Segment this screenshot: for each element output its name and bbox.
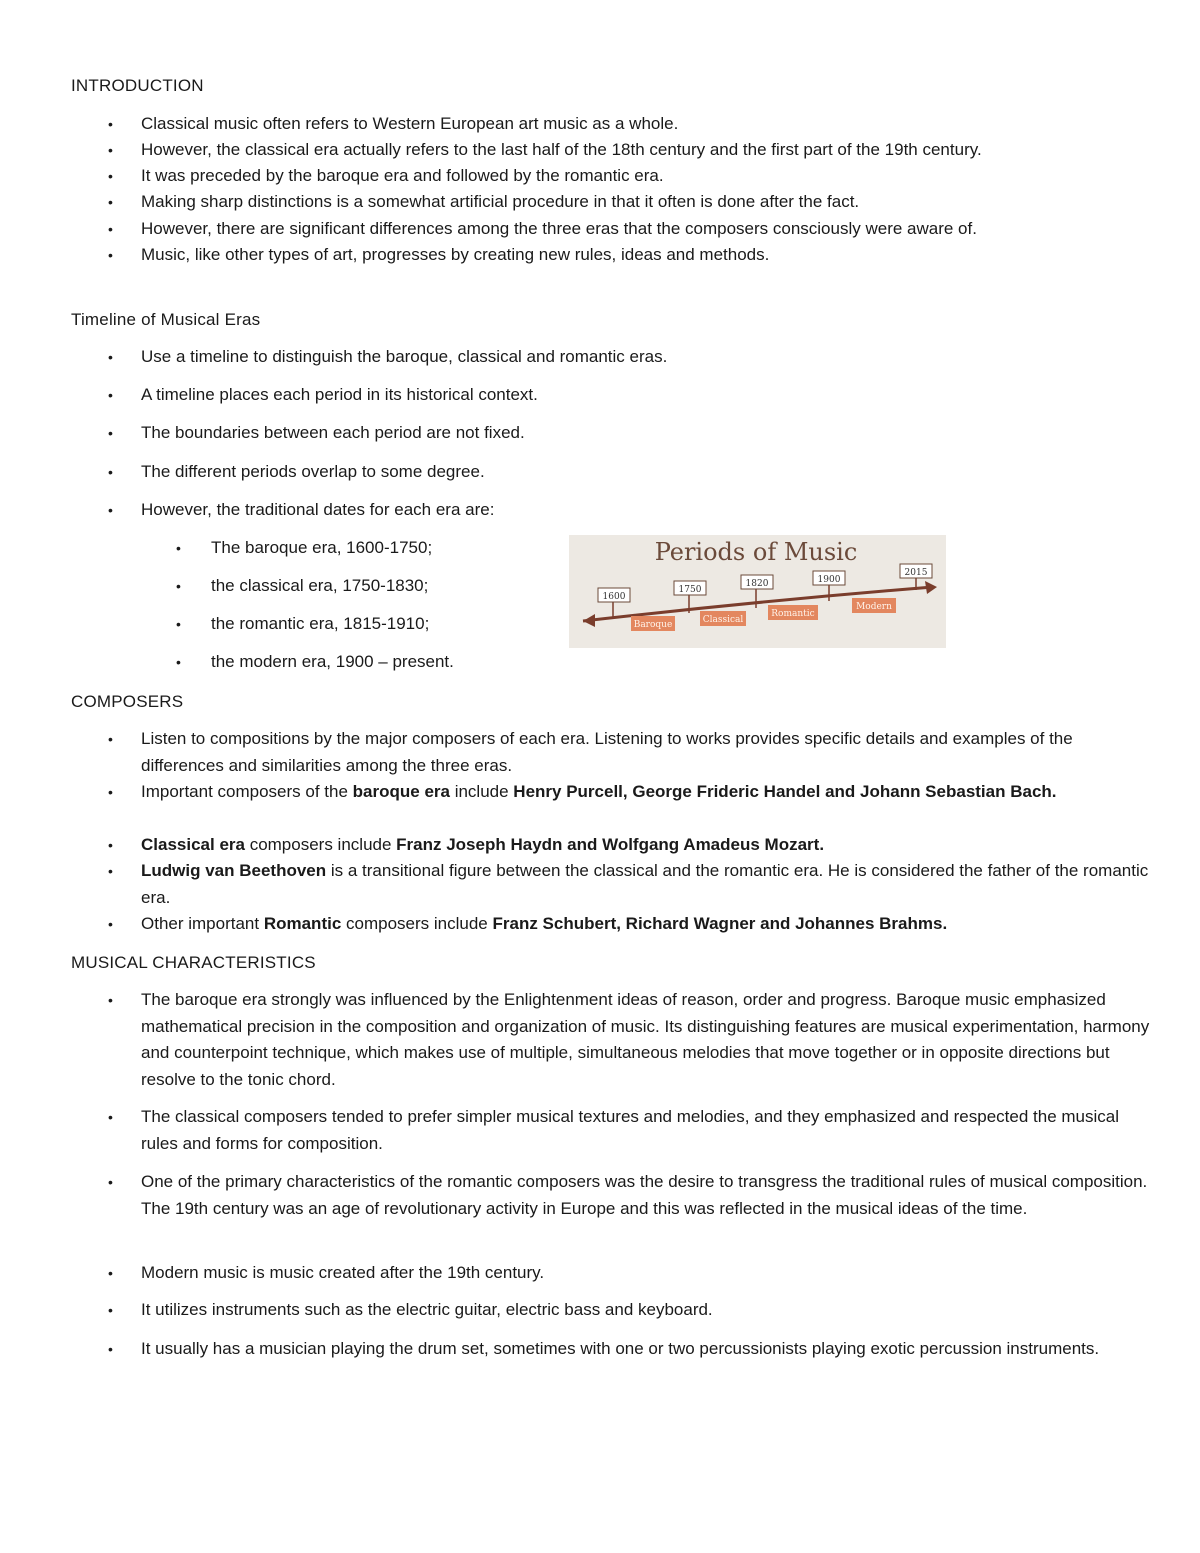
bullet-icon: • <box>108 221 113 237</box>
bullet-icon: • <box>176 578 181 594</box>
sub-list-item: • The baroque era, 1600-1750; <box>176 535 556 561</box>
list-item: • It was preceded by the baroque era and followed by the romantic era. <box>108 163 1158 190</box>
bullet-icon: • <box>108 916 113 932</box>
era-label <box>768 605 818 620</box>
svg-text:1820: 1820 <box>745 579 769 589</box>
bullet-icon: • <box>108 387 113 403</box>
year-marker <box>813 571 845 585</box>
list-item: • Important composers of the baroque era include Henry Purcell, George Frideric Handel and Johann Sebastian Bach. <box>108 779 1158 806</box>
list-item: • One of the primary characteristics of the romantic composers was the desire to transgress the traditional rules of musical composition. The 19th century was an age of revolutionary activity in Europe and this was reflected in the musical ideas of the time. <box>108 1169 1158 1222</box>
bullet-icon: • <box>108 349 113 365</box>
arrow-right-head-icon <box>925 581 937 594</box>
list-item: • However, the traditional dates for each era are: <box>108 497 1158 524</box>
era-label <box>852 598 896 613</box>
bullet-icon: • <box>108 425 113 441</box>
list-item: • It utilizes instruments such as the electric guitar, electric bass and keyboard. <box>108 1297 1158 1324</box>
timeline-heading: Timeline of Musical Eras <box>71 310 261 329</box>
bullet-icon: • <box>108 1265 113 1281</box>
periods-of-music-image <box>569 535 946 648</box>
list-item: • Making sharp distinctions is a somewhat artificial procedure in that it often is done after the fact. <box>108 189 1158 216</box>
figure-title: Periods of Music <box>654 538 858 566</box>
list-item: • Ludwig van Beethoven is a transitional figure between the classical and the romantic era. He is considered the father of the romantic era. <box>108 858 1158 911</box>
svg-text:1900: 1900 <box>817 575 841 585</box>
bullet-icon: • <box>176 540 181 556</box>
svg-text:1750: 1750 <box>678 585 702 595</box>
bullet-icon: • <box>108 1174 113 1190</box>
sub-list-item: • the romantic era, 1815-1910; <box>176 611 556 637</box>
bullet-icon: • <box>108 731 113 747</box>
bullet-icon: • <box>108 1341 113 1357</box>
bullet-icon: • <box>108 1302 113 1318</box>
bullet-icon: • <box>108 247 113 263</box>
svg-text:Classical: Classical <box>702 615 744 625</box>
year-marker <box>674 581 706 595</box>
year-marker <box>900 564 932 578</box>
list-item: • Classical era composers include Franz Joseph Haydn and Wolfgang Amadeus Mozart. <box>108 832 1158 859</box>
list-item: • Classical music often refers to Western European art music as a whole. <box>108 111 1158 138</box>
svg-text:Baroque: Baroque <box>633 620 673 630</box>
bullet-icon: • <box>108 502 113 518</box>
intro-heading: INTRODUCTION <box>71 76 204 95</box>
era-label <box>700 611 746 626</box>
list-item: • Other important Romantic composers include Franz Schubert, Richard Wagner and Johannes Brahms. <box>108 911 1158 938</box>
svg-text:Romantic: Romantic <box>771 609 815 619</box>
bullet-icon: • <box>176 654 181 670</box>
year-marker <box>598 588 630 602</box>
bullet-icon: • <box>108 142 113 158</box>
era-label <box>631 616 675 631</box>
list-item: • The baroque era strongly was influenced by the Enlightenment ideas of reason, order and progress. Baroque music emphasized mathematical precision in the composition and organization of music. Its distinguishing features are musical experimentation, harmony and counterpoint technique, which makes use of multiple, simultaneous melodies that move together or in opposite directions but resolve to the tonic chord. <box>108 987 1158 1093</box>
composers-heading: COMPOSERS <box>71 692 184 711</box>
bullet-icon: • <box>108 168 113 184</box>
bullet-icon: • <box>108 837 113 853</box>
bullet-icon: • <box>108 194 113 210</box>
list-item: • The classical composers tended to prefer simpler musical textures and melodies, and they emphasized and respected the musical rules and forms for composition. <box>108 1104 1158 1157</box>
list-item: • However, there are significant differences among the three eras that the composers consciously were aware of. <box>108 216 1158 243</box>
bullet-icon: • <box>108 863 113 879</box>
year-marker <box>741 575 773 589</box>
list-item: • The boundaries between each period are not fixed. <box>108 420 1158 447</box>
list-item: • Listen to compositions by the major composers of each era. Listening to works provides specific details and examples of the differences and similarities among the three eras. <box>108 726 1158 779</box>
list-item: • Use a timeline to distinguish the baroque, classical and romantic eras. <box>108 344 1158 371</box>
sub-list-item: • the modern era, 1900 – present. <box>176 649 556 675</box>
characteristics-heading: MUSICAL CHARACTERISTICS <box>71 953 316 972</box>
list-item: • A timeline places each period in its historical context. <box>108 382 1158 409</box>
bullet-icon: • <box>176 616 181 632</box>
list-item: • It usually has a musician playing the drum set, sometimes with one or two percussionists playing exotic percussion instruments. <box>108 1336 1158 1363</box>
list-item: • Modern music is music created after the 19th century. <box>108 1260 1158 1287</box>
svg-text:Modern: Modern <box>856 602 892 612</box>
bullet-icon: • <box>108 992 113 1008</box>
bullet-icon: • <box>108 1109 113 1125</box>
sub-list-item: • the classical era, 1750-1830; <box>176 573 556 599</box>
bullet-icon: • <box>108 784 113 800</box>
svg-text:2015: 2015 <box>904 568 928 578</box>
arrow-left-head-icon <box>583 614 595 627</box>
list-item: • Music, like other types of art, progresses by creating new rules, ideas and methods. <box>108 242 1158 269</box>
list-item: • The different periods overlap to some degree. <box>108 459 1158 486</box>
bullet-icon: • <box>108 464 113 480</box>
svg-text:1600: 1600 <box>602 592 626 602</box>
bullet-icon: • <box>108 116 113 132</box>
list-item: • However, the classical era actually refers to the last half of the 18th century and the first part of the 19th century. <box>108 137 1158 164</box>
